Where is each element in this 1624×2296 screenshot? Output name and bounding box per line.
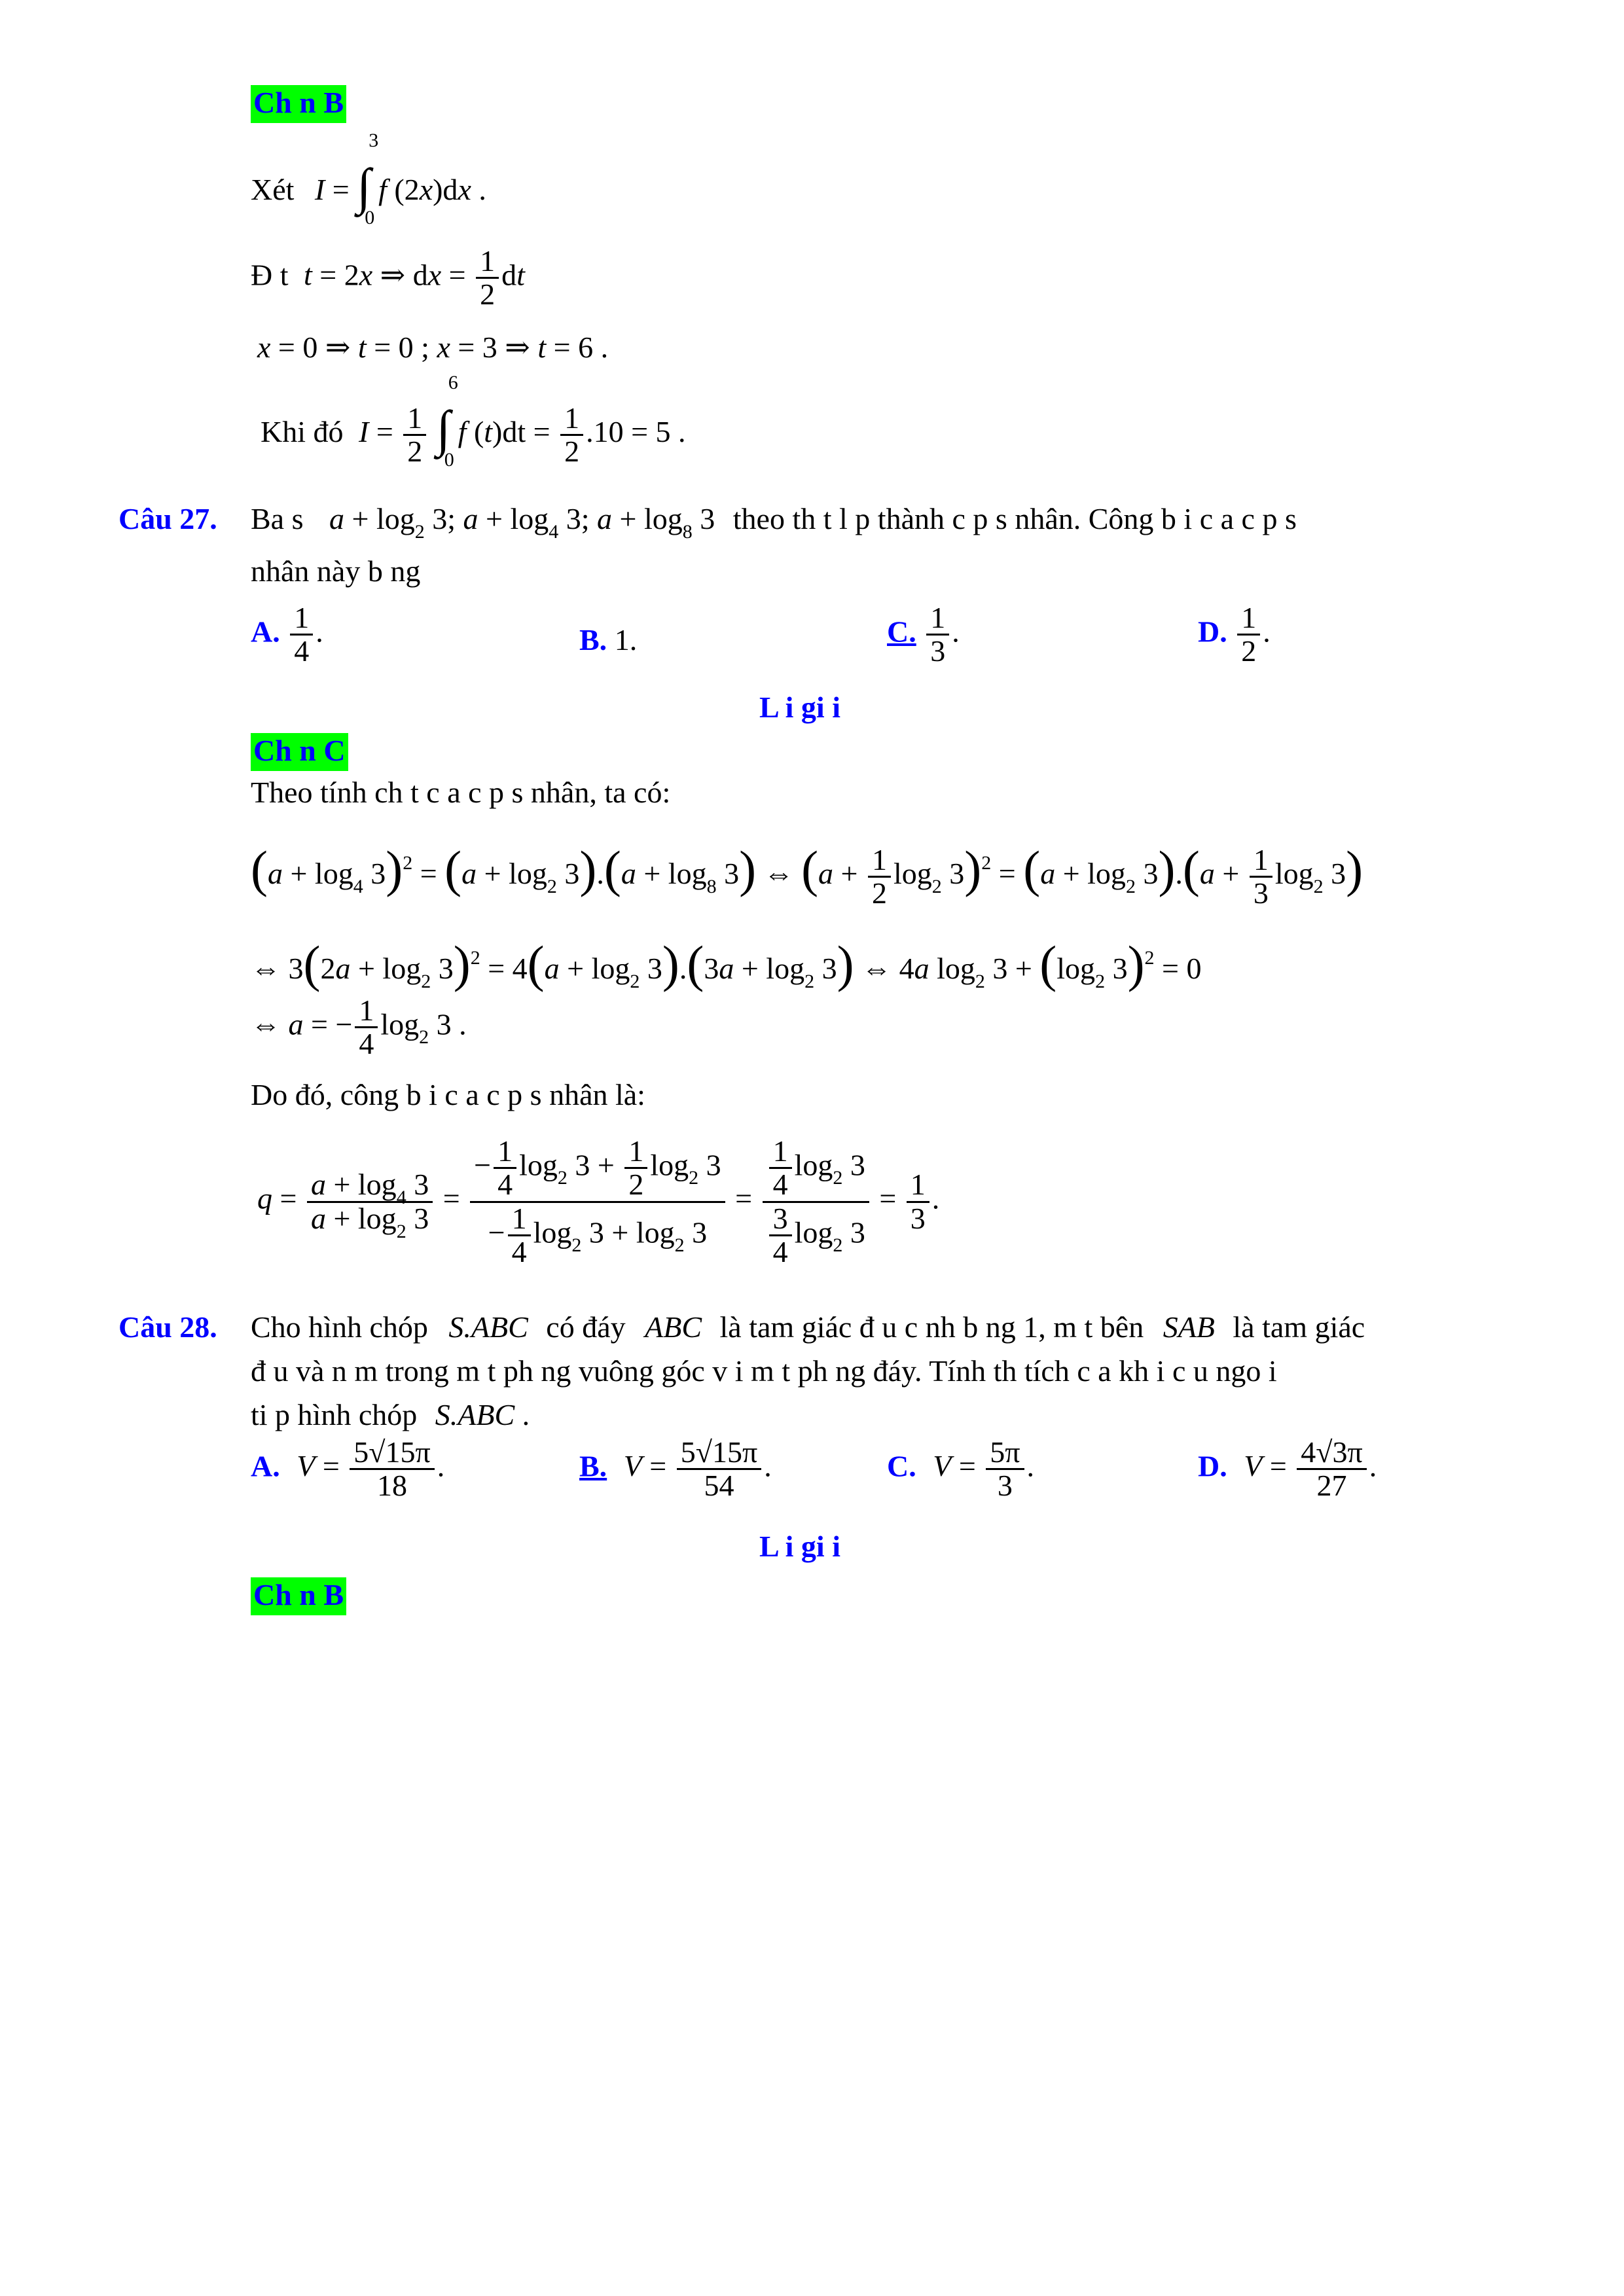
option-label: A. bbox=[251, 615, 280, 649]
choice-label-prev: Ch n B bbox=[251, 85, 346, 123]
q28-solution-title: L i gi i bbox=[759, 1530, 840, 1563]
khido-word: Khi đó bbox=[261, 415, 344, 448]
q27-solution-title: L i gi i bbox=[759, 691, 840, 724]
dat-word: Đ t bbox=[251, 258, 289, 292]
dat-line: Đ t t = 2x ⇒ dx = $\frac{1}{2}$ dt bbox=[251, 244, 525, 312]
option-label: B. bbox=[579, 1449, 607, 1483]
option-label: D. bbox=[1198, 615, 1227, 649]
q27-dodo-line: Do đó, công b i c a c p s nhân là: bbox=[251, 1078, 645, 1111]
khido-line: Khi đó I = $\frac{1}{2}$ ∫ 6 0 f (t)dt = $\frac{1}{2}$ .10 = 5 . bbox=[261, 372, 686, 471]
q27-option-d[interactable]: D. $\frac{1}{2}$ . bbox=[1198, 601, 1271, 668]
option-label: D. bbox=[1198, 1449, 1227, 1483]
q27-option-a[interactable]: A. $\frac{1}{4}$ . bbox=[251, 601, 323, 668]
q27-option-b[interactable] bbox=[579, 625, 637, 655]
xet-line: Xét I = ∫ 3 0 f (2x)dx . bbox=[251, 130, 486, 228]
q27-option-c[interactable]: C. $\frac{1}{3}$ . bbox=[887, 601, 960, 668]
q28-line1: Cho hình chóp S.ABC có đáy ABC là tam giác đ u c nh b ng 1, m t bên SAB là tam giác bbox=[251, 1310, 1365, 1344]
option-label: C. bbox=[887, 615, 916, 649]
q28-text-d: là tam giác bbox=[1233, 1310, 1365, 1344]
q28-option-d[interactable]: D. V = $\frac{4√3\pi}{27}$ . bbox=[1198, 1435, 1377, 1503]
q28-text-line3: ti p hình chóp bbox=[251, 1398, 418, 1431]
q27-line1: Ba s $a + \log_2 3$; $a + \log_4 3$; $a + \log_8 3$ theo th t l p thành c p s nhân. Công b i c a c p s bbox=[251, 502, 1297, 543]
q27-eq4: q = $\frac{a + \log_4 3}{a + \log_2 3}$ = − $\frac{1}{4}$ $\log_2 3$ + $\frac{1}{2}$ $\log_2 3$ − $\frac{1}{4}$ $\log_2 3 + \log_2 3$ = $\frac{1}{4}$ $\log_2 3$ $\frac{3}{4}$ $\log_2 3$ = $\frac{1}{3}$ . bbox=[257, 1134, 940, 1268]
question-number-27: Câu 27. bbox=[118, 502, 217, 535]
q28-option-b[interactable]: B. V = $\frac{5√15\pi}{54}$ . bbox=[579, 1435, 772, 1503]
q27-theo-line: Theo tính ch t c a c p s nhân, ta có: bbox=[251, 776, 671, 809]
q28-choice-label: Ch n B bbox=[251, 1577, 346, 1615]
q27-choice-label: Ch n C bbox=[251, 733, 348, 771]
option-label: B. bbox=[579, 623, 607, 656]
q28-text-b: có đáy bbox=[546, 1310, 626, 1344]
option-label: A. bbox=[251, 1449, 280, 1483]
q28-option-a[interactable]: A. V = $\frac{5√15\pi}{18}$ . bbox=[251, 1435, 445, 1503]
q27-eq1: $(a + \log_4 3)^2 = (a + \log_2 3).(a + \log_8 3)$ ⇔ (a + $\frac{1}{2}$ $\log_2 3)^2 = (a + \log_2 3).(a$ + $\frac{1}{3}$ $\log_2 3$) bbox=[251, 840, 1363, 910]
option-label: C. bbox=[887, 1449, 916, 1483]
q27-line2: nhân này b ng bbox=[251, 554, 421, 588]
q27-text-a: Ba s bbox=[251, 502, 304, 535]
bounds-line: x = 0 ⇒ t = 0 ; x = 3 ⇒ t = 6 . bbox=[257, 331, 609, 364]
q27-eq3: ⇔ a = − $\frac{1}{4}$ $\log_2 3$ . bbox=[251, 994, 467, 1061]
q28-option-c[interactable]: C. V = $\frac{5\pi}{3}$ . bbox=[887, 1435, 1035, 1503]
q27-text-b: theo th t l p thành c p s nhân. Công b i c a c p s bbox=[732, 502, 1297, 535]
q27-eq2: ⇔ $3(2a + \log_2 3)^2 = 4(a + \log_2 3).(3a + \log_2 3)$ ⇔ 4a $\log_2 3 + (\log_2$ 3)$^2$ = 0 bbox=[251, 935, 1202, 992]
q28-line2: đ u và n m trong m t ph ng vuông góc v i m t ph ng đáy. Tính th tích c a kh i c u ngo i bbox=[251, 1354, 1277, 1388]
xet-word: Xét bbox=[251, 173, 295, 206]
q28-text-c: là tam giác đ u c nh b ng 1, m t bên bbox=[719, 1310, 1144, 1344]
question-number-28: Câu 28. bbox=[118, 1310, 217, 1344]
option-value: 1. bbox=[614, 623, 638, 656]
q28-text-a: Cho hình chóp bbox=[251, 1310, 428, 1344]
q28-line3: ti p hình chóp S.ABC . bbox=[251, 1398, 530, 1431]
